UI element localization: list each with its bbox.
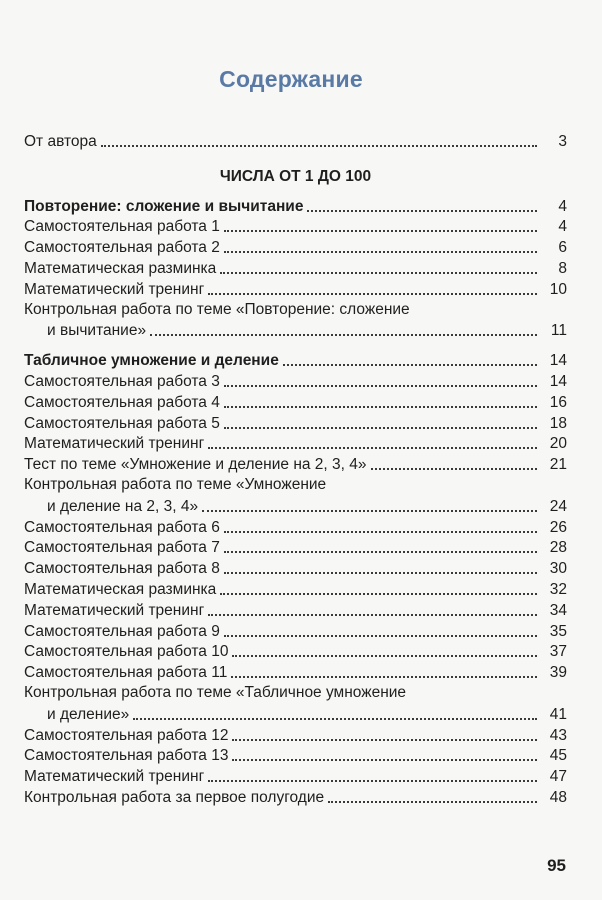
dot-leader xyxy=(208,780,537,782)
dot-leader xyxy=(150,334,537,336)
dot-leader xyxy=(224,251,537,253)
dot-leader xyxy=(202,510,537,512)
dot-leader xyxy=(232,655,537,657)
toc-entry-text: и деление на 2, 3, 4» xyxy=(47,497,199,515)
dot-leader xyxy=(224,406,537,408)
toc-entry[interactable] xyxy=(24,517,567,538)
dot-leader xyxy=(220,272,537,274)
dot-leader xyxy=(232,759,537,761)
toc-entry[interactable] xyxy=(24,538,567,559)
toc-entry-multiline-first[interactable]: Контрольная работа по теме «Повторение: сложение xyxy=(24,300,410,318)
table-of-contents xyxy=(24,131,567,808)
toc-entry-text: Самостоятельная работа 7 xyxy=(24,539,220,557)
toc-entry[interactable] xyxy=(24,662,567,683)
dot-leader xyxy=(224,230,537,232)
toc-entry[interactable] xyxy=(24,413,567,434)
toc-entry-text: Самостоятельная работа 5 xyxy=(24,414,220,432)
toc-entry[interactable] xyxy=(24,258,567,279)
dot-leader xyxy=(208,293,537,295)
toc-entry-page: 20 xyxy=(549,435,567,453)
toc-entry-text: Математический тренинг xyxy=(24,280,205,298)
page-title: Содержание xyxy=(219,66,363,92)
toc-entry[interactable] xyxy=(24,787,567,808)
toc-entry-page: 14 xyxy=(549,372,567,390)
dot-leader xyxy=(371,468,537,470)
toc-entry-text: Самостоятельная работа 4 xyxy=(24,393,220,411)
toc-entry-author[interactable] xyxy=(24,131,567,152)
toc-entry-page: 26 xyxy=(549,518,567,536)
toc-entry-page: 4 xyxy=(558,197,567,215)
toc-entry-page: 35 xyxy=(549,622,567,640)
toc-entry-page: 11 xyxy=(550,322,567,340)
toc-entry-text: Математический тренинг xyxy=(24,435,205,453)
toc-entry-text: Самостоятельная работа 1 xyxy=(24,218,220,236)
toc-entry[interactable] xyxy=(24,279,567,300)
toc-entry[interactable] xyxy=(24,371,567,392)
toc-entry-page: 30 xyxy=(549,560,567,578)
toc-entry-page: 45 xyxy=(549,747,567,765)
toc-entry-page: 32 xyxy=(549,580,567,598)
toc-entry[interactable] xyxy=(24,217,567,238)
toc-entry[interactable] xyxy=(24,621,567,642)
toc-entry-multiline-first[interactable]: Контрольная работа по теме «Умножение xyxy=(24,476,327,494)
toc-entry-page: 28 xyxy=(549,539,567,557)
toc-entry-text: Самостоятельная работа 13 xyxy=(24,747,229,765)
toc-entry-text: Тест по теме «Умножение и деление на 2, 3, 4» xyxy=(24,456,367,474)
toc-entry-page: 16 xyxy=(549,393,567,411)
toc-entry-page: 41 xyxy=(549,705,567,723)
toc-entry-text: Самостоятельная работа 12 xyxy=(24,726,229,744)
dot-leader xyxy=(208,447,537,449)
toc-entry[interactable] xyxy=(24,392,567,413)
dot-leader xyxy=(283,364,537,366)
toc-entry-text: Математический тренинг xyxy=(24,768,205,786)
toc-entry-text: Математический тренинг xyxy=(24,601,205,619)
toc-entry[interactable] xyxy=(24,579,567,600)
toc-entry[interactable] xyxy=(24,766,567,787)
toc-entry-text: Самостоятельная работа 8 xyxy=(24,560,220,578)
toc-entry-page: 21 xyxy=(549,456,567,474)
toc-entry-page: 18 xyxy=(549,414,567,432)
toc-entry[interactable] xyxy=(24,600,567,621)
toc-entry-text: Самостоятельная работа 3 xyxy=(24,372,220,390)
toc-entry-text: Самостоятельная работа 9 xyxy=(24,622,220,640)
toc-group-heading[interactable] xyxy=(24,196,567,217)
toc-entry-page: 24 xyxy=(549,497,567,515)
toc-entry-page: 48 xyxy=(549,788,567,806)
toc-group-heading[interactable] xyxy=(24,350,567,371)
page-number: 95 xyxy=(547,856,566,875)
dot-leader xyxy=(224,635,537,637)
dot-leader xyxy=(232,739,537,741)
toc-entry-multiline-first[interactable]: Контрольная работа по теме «Табличное умножение xyxy=(24,684,407,702)
toc-entry-text: и деление» xyxy=(47,705,130,723)
toc-entry-text: Математическая разминка xyxy=(24,259,217,277)
toc-entry-multiline-last[interactable] xyxy=(24,496,567,517)
toc-entry[interactable] xyxy=(24,642,567,663)
toc-entry[interactable] xyxy=(24,237,567,258)
toc-entry-page: 47 xyxy=(549,768,567,786)
toc-entry-text: Математическая разминка xyxy=(24,580,217,598)
dot-leader xyxy=(224,551,537,553)
toc-entry-text: Самостоятельная работа 6 xyxy=(24,518,220,536)
toc-entry[interactable] xyxy=(24,558,567,579)
dot-leader xyxy=(328,801,537,803)
dot-leader xyxy=(224,531,537,533)
toc-entry-text: От автора xyxy=(24,132,97,150)
toc-entry-page: 3 xyxy=(558,132,567,150)
toc-entry-page: 4 xyxy=(558,218,567,236)
toc-entry[interactable] xyxy=(24,454,567,475)
toc-entry-page: 8 xyxy=(558,259,567,277)
dot-leader xyxy=(208,614,537,616)
toc-entry[interactable] xyxy=(24,725,567,746)
toc-entry-text: Самостоятельная работа 11 xyxy=(24,664,228,682)
toc-entry-text: Самостоятельная работа 10 xyxy=(24,643,229,661)
toc-entry-multiline-last[interactable] xyxy=(24,321,567,342)
dot-leader xyxy=(224,572,537,574)
toc-entry-page: 6 xyxy=(558,239,567,257)
dot-leader xyxy=(101,145,537,147)
toc-entry-text: и вычитание» xyxy=(47,322,147,340)
dot-leader xyxy=(307,210,537,212)
dot-leader xyxy=(224,385,537,387)
toc-entry-page: 34 xyxy=(549,601,567,619)
dot-leader xyxy=(231,676,537,678)
toc-entry-page: 37 xyxy=(549,643,567,661)
toc-entry[interactable] xyxy=(24,434,567,455)
toc-entry-text: Контрольная работа за первое полугодие xyxy=(24,788,325,806)
toc-entry[interactable] xyxy=(24,746,567,767)
toc-entry-page: 14 xyxy=(549,352,567,370)
dot-leader xyxy=(224,427,537,429)
section-heading: ЧИСЛА ОТ 1 ДО 100 xyxy=(219,167,372,185)
toc-entry-page: 10 xyxy=(549,280,567,298)
toc-entry-multiline-last[interactable] xyxy=(24,704,567,725)
toc-entry-page: 43 xyxy=(549,726,567,744)
dot-leader xyxy=(133,718,537,720)
toc-entry-page: 39 xyxy=(549,664,567,682)
toc-entry-text: Повторение: сложение и вычитание xyxy=(24,197,304,215)
toc-entry-text: Самостоятельная работа 2 xyxy=(24,239,220,257)
dot-leader xyxy=(220,593,537,595)
toc-entry-text: Табличное умножение и деление xyxy=(24,352,279,370)
